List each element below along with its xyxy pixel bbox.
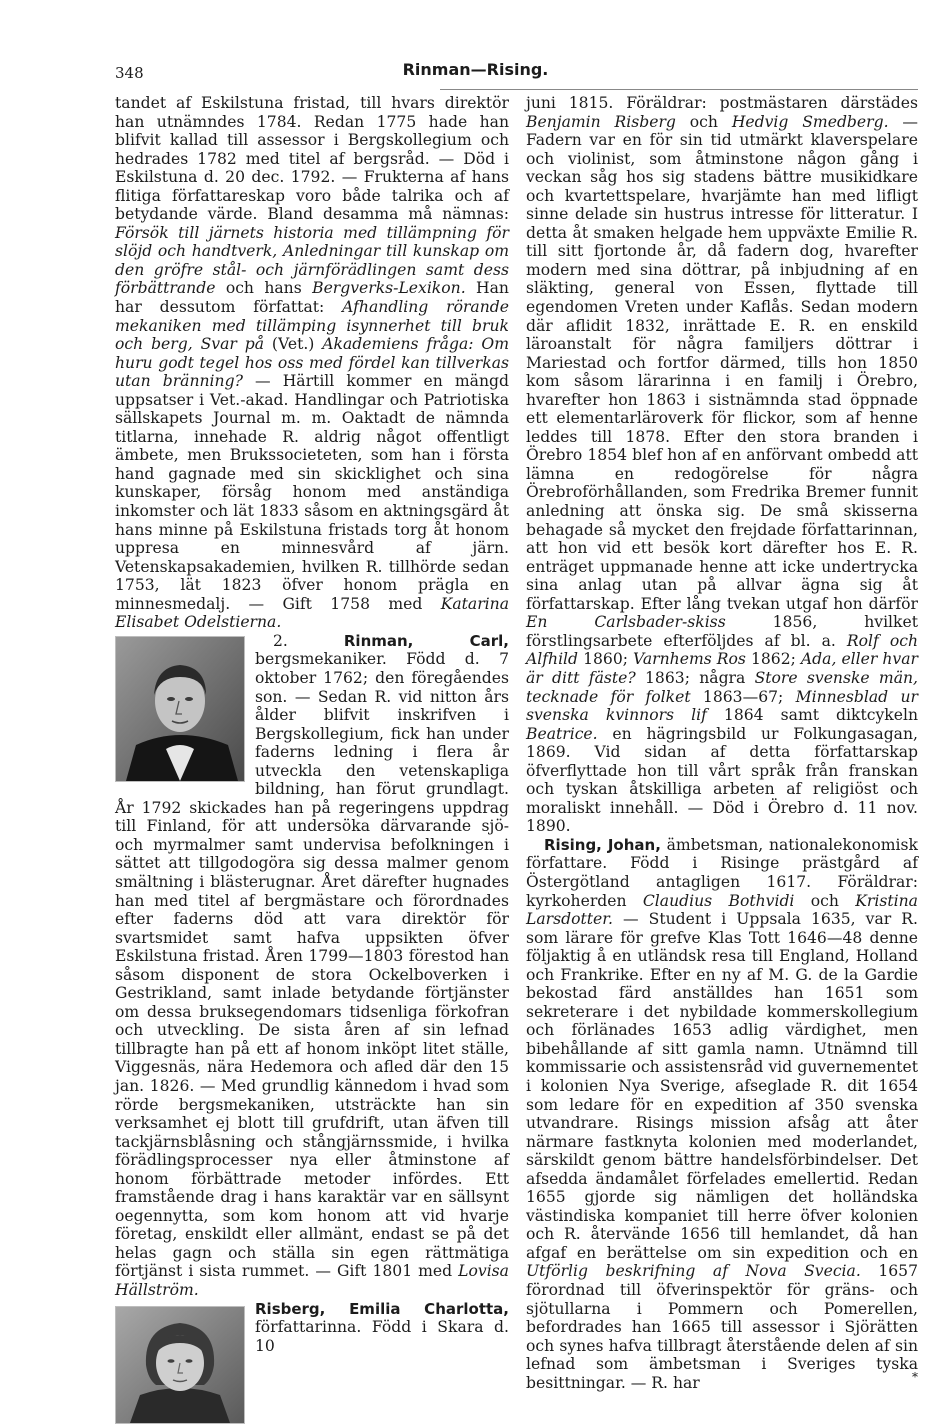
entry-name-risberg: Risberg, Emilia Charlotta, (255, 1299, 509, 1318)
entry-text: författarinna. Född i Skara d. 10 (255, 1318, 509, 1355)
mother-name: Kristina Larsdotter. (526, 891, 918, 929)
spouse-name: Katarina Elisabet Odelstierna. (115, 594, 509, 632)
risberg-entry-start (115, 1300, 509, 1356)
year-text: 1863; några (645, 668, 746, 687)
entry-text: 1657 förordnad till öfverinspektör för gräns- och sjötullarna i Pommern och Pomerellen, befordrades han 1665 till assessor i Sjörätten och synes hafva tillbragt återstående delen af sin lefnad som ämbetsman i Sveriges tyska besittningar. — R. har (526, 1262, 918, 1392)
entry-number: 2. (273, 631, 288, 650)
work-title: Beatrice. (526, 724, 598, 743)
connector-text: och (810, 891, 839, 910)
biography-text: — Fadern var en för sin tid utmärkt klaverspelare och violinist, som åtminstone någon gång i veckan såg hos sig stadens bättre musikidkare och kvartettspelare, hvarjämte han med lifligt sinne delade sin hustrus intresse för litteratur. I detta åt smaken helgade hem uppväxte Emilie R. till sitt fjortonde år, då fadern dog, hvarefter modern med sina döttrar, på inbjudning af en släkting, general von Essen, flyttade till egendomen Vreten under Kaflås. Sedan modern där aflidit 1832, inrättade E. R. en enskild läroanstalt för några familjers döttrar i Mariestad och fortfor därmed, tills hon 1850 kom såsom lärarinna i en familj i Örebro, hvarefter hon 1863 i sistnämnda stad öppnade ett elementarläroverk för flickor, som af henne leddes till 1878. Efter den stora branden i Örebro 1854 blef hon af en anförvant ombedd att lämna en redogörelse för några Örebroförhållanden, som Fredrika Bremer funnit anledning att önska sig. De små skisserna behagade så mycket den frejdade författarinnan, att hon vid ett besök kort därefter hos E. R. enträget uppmanade henne att icke undertrycka sina anlag utan på allvar ägna sig åt författarskap. Efter lång tvekan utgaf hon därför (526, 112, 918, 613)
connector-text: Han har dessutom författat: (115, 279, 509, 317)
work-title: Minnesblad ur svenska kvinnors lif (526, 687, 918, 725)
right-column (526, 94, 918, 1392)
connector-text: och (689, 112, 718, 131)
portrait-rinman-carl (115, 636, 245, 782)
rinman-sven-continuation (115, 94, 509, 632)
work-title: Ada, eller hvar är ditt fäste? (526, 650, 918, 687)
work-title-bergverks-lexikon: Bergverks-Lexikon. (312, 279, 466, 298)
biography-text: en hägringsbild ur Folkungasagan, 1869. Vid sidan af detta författarskap öfverflyttade hon till vårt språk från franskan och tyskan åtskilliga arbeten af religiöst och moraliskt innehåll. — Död i Örebro d. 11 nov. 1890. (526, 724, 918, 836)
work-title: Varnhems Ros (633, 650, 746, 669)
biography-text: 1856, hvilket förstlingsarbete efterföljdes af bl. a. (526, 613, 918, 650)
vet-reference: (Vet.) (271, 335, 315, 354)
work-title: Utförlig beskrifning af Nova Svecia. (526, 1262, 861, 1281)
risberg-entry-continuation (526, 94, 918, 836)
left-column (115, 94, 509, 1426)
entry-text: ämbetsman, nationalekonomisk författare. Född i Risinge prästgård af Östergötland antagligen 1617. Föräldrar: kyrkoherden (526, 835, 918, 910)
work-title: En Carlsbader-skiss (526, 613, 726, 632)
entry-name-rinman-carl: Rinman, Carl, (343, 631, 509, 650)
year-text: 1863—67; (702, 687, 784, 706)
work-title: Store svenske män, tecknade för folket (526, 668, 919, 706)
entry-name-rising: Rising, Johan, (544, 835, 661, 854)
work-title: Rolf och Alfhild (526, 631, 919, 669)
biography-text: — Härtill kommer en mängd uppsatser i Vet.-akad. Handlingar och Patriotiska sällskapets Journal m. m. Oaktadt de nämnda titlarna, innehade R. aldrig något offentligt ämbete, men Brukssocieteten, som han i första hand gagnade med sin skicklighet och sina kunskaper, försåg honom med anständiga inkomster och lät 1833 såsom en aktningsgärd åt hans minne på Eskilstuna fristads torg åt honom uppresa en minnesvård af järn. Vetenskapsakademien, hvilken R. tillhörde sedan 1753, lät 1823 öfver honom prägla en minnesmedalj. — Gift 1758 med (115, 372, 509, 613)
rising-johan-entry (526, 836, 918, 1392)
intro-text: tandet af Eskilstuna fristad, till hvars direktör han utnämndes 1784. Redan 1775 hade han blifvit kallad till assessor i Bergskollegium och hedrades 1782 med titel af bergsråd. — Död i Eskilstuna d. 20 dec. 1792. — Frukterna af hans flitiga författareskap voro både talrika och af betydande värde. Bland desamma må nämnas: (115, 94, 509, 224)
mother-name: Hedvig Smedberg. (731, 112, 889, 131)
entry-text: bergsmekaniker. Född d. 7 oktober 1762; den föregåendes son. — Sedan R. vid nitton års ålder blifvit inskrifven i Bergskollegium, fick han under faderns ledning i flera år utveckla den vetenskapliga bildning, han förut grundlagt. År 1792 skickades han på regeringens uppdrag till Finland, för att undersöka därvarande sjö- och myrmalmer samt undervisa befolkningen i sättet att tillgodogöra sig dessa malmer genom smältning i blästerugnar. Året därefter hugnades han med titel af bergmästare och förordnades efter faderns död att vara direktör för svartsmidet samt hafva uppsikten öfver Eskilstuna fristad. Åren 1799—1803 förestod han såsom disponent de stora Ockelboverken i Gestrikland, samt inlade betydande förtjänster om dessa bruksegendomars tidsenliga förkofran och utveckling. De sista åren af sin lefnad tillbragte han på ett af honom inköpt litet ställe, Viggesnäs, nära Hedemora och afled där den 15 jan. 1826. — Med grundlig kännedom i hvad som rörde bergsmekaniken, utsträckte han sin verksamhet ej blott till grufdrift, utan äfven till tackjärnsblåsning och stångjärnssmide, i hvilka förädlingsprocesser nya eller åtminstone af honom förbättrade metoder infördes. Ett framstående drag i hans karaktär var en sällsynt oegennytta, som kom honom att vid hvarje företag, enskildt eller allmänt, endast se på det helas gagn och ställa sin egen rättmätiga förtjänst i sista rummet. — Gift 1801 med (115, 650, 509, 1281)
page-number: 348 (115, 64, 144, 82)
work-title-akademiens-fraga: Akademiens fråga: Om huru godt tegel hos oss med fördel kan tillverkas utan bränning? (115, 335, 509, 391)
entry-text: — Student i Uppsala 1635, var R. som lärare för grefve Klas Tott 1646—48 denne följaktig å en utländsk resa till England, Holland och Frankrike. Efter en ny af M. G. de la Gardie bekostad färd anställdes han 1651 som sekreterare i det nybildade kommerskollegium och förlänades 1653 adlig värdighet, men bibehållande af sitt gamla namn. Utnämnd till kommissarie och assistensråd vid guvernementet i kolonien Nya Sverige, afseglade R. dit 1654 som ledare för en expedition af 350 svenska utvandrare. Risings mission afsåg att åter närmare fastknyta kolonien med moderlandet, särskildt genom bättre handelsförbindelser. Det afsedda ändamålet förfelades emellertid. Redan 1655 gjorde sig nämligen det holländska västindiska kompaniet till herre öfver kolonien och R. återvände 1656 till hemlandet, då han afgaf en berättelse om sin expedition och en (526, 910, 918, 1262)
work-title-afhandling: Afhandling rörande mekaniken med tillämping isynnerhet till bruk och berg, Svar på (115, 298, 509, 354)
year-text: 1862; (750, 650, 796, 669)
work-title-forsok: Försök till järnets historia med tillämpning för slöjd och handtverk, Anledningar till kunskap om den gröfre stål- och järnförädlingen samt dess förbättrande (115, 223, 509, 298)
rinman-carl-entry (115, 632, 509, 1300)
spouse-name: Lovisa Hällström. (115, 1262, 509, 1299)
running-header: Rinman—Rising. (402, 60, 549, 79)
father-name: Benjamin Risberg (526, 112, 676, 131)
year-text: 1860; (583, 650, 629, 669)
header-rule (440, 89, 918, 90)
connector-text: och hans (225, 279, 302, 298)
father-name: Claudius Bothvidi (642, 891, 795, 910)
parents-text: juni 1815. Föräldrar: postmästaren därstädes (526, 94, 918, 112)
corner-mark: * (912, 1370, 918, 1384)
year-text: 1864 samt diktcykeln (723, 706, 918, 725)
portrait-risberg-emilia (115, 1306, 245, 1424)
